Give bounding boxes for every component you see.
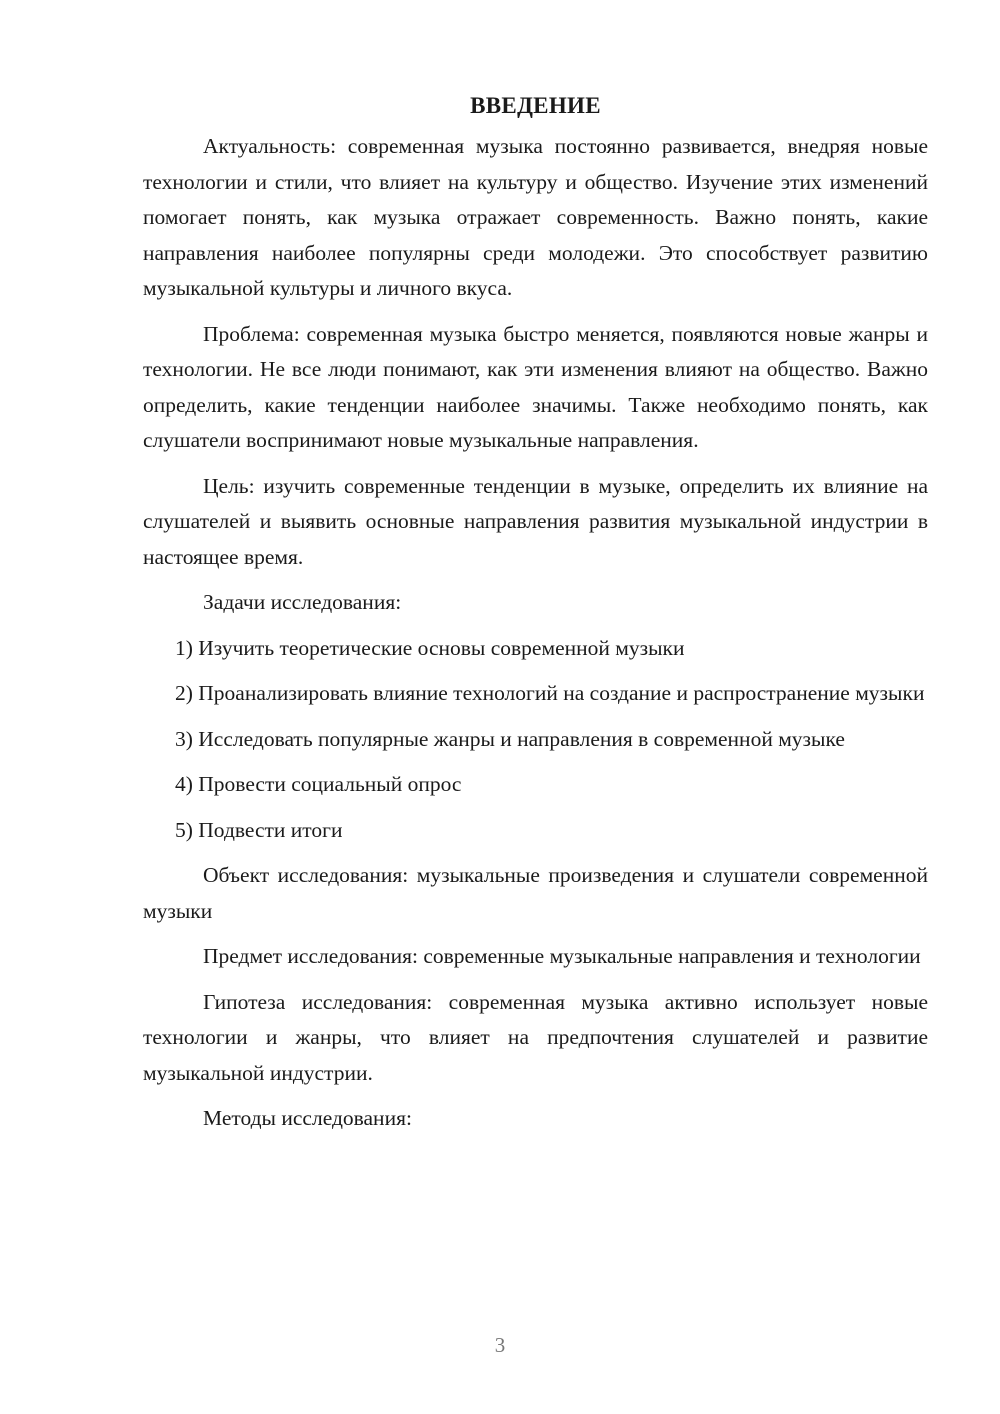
task-item: 4) Провести социальный опрос: [175, 772, 462, 796]
document-page: [143, 88, 928, 1147]
page-number: 3: [494, 1333, 506, 1357]
methods-heading: Методы исследования:: [203, 1106, 412, 1130]
hypothesis-paragraph: Гипотеза исследования: современная музыка активно использует новые технологии и жанры, что влияет на предпочтения слушателей и развитие музыкальной индустрии.: [143, 989, 928, 1085]
task-item: 5) Подвести итоги: [175, 817, 343, 842]
subject-paragraph: Предмет исследования: современные музыкальные направления и технологии: [203, 944, 921, 968]
task-item: 3) Исследовать популярные жанры и направления в современной музыке: [175, 726, 845, 751]
task-item: 2) Проанализировать влияние технологий на создание и распространение музыки: [175, 681, 925, 705]
problem-paragraph: Проблема: современная музыка быстро меняется, появляются новые жанры и технологии. Не все люди понимают, как эти изменения влияют на общество. Важно определить, какие тенденции наиболее значимы. Также необходимо понять, как слушатели воспринимают новые музыкальные направления.: [143, 321, 928, 452]
task-item: 1) Изучить теоретические основы современной музыки: [175, 635, 685, 660]
section-title: ВВЕДЕНИЕ: [470, 93, 601, 118]
relevance-paragraph: Актуальность: современная музыка постоянно развивается, внедряя новые технологии и стили, что влияет на культуру и общество. Изучение этих изменений помогает понять, как музыка отражает современность. Важно понять, какие направления наиболее популярны среди молодежи. Это способствует развитию музыкальной культуры и личного вкуса.: [143, 134, 928, 300]
goal-paragraph: Цель: изучить современные тенденции в музыке, определить их влияние на слушателей и выявить основные направления развития музыкальной индустрии в настоящее время.: [143, 473, 928, 569]
object-paragraph: Объект исследования: музыкальные произведения и слушатели современной музыки: [143, 863, 928, 923]
tasks-heading: Задачи исследования:: [203, 590, 402, 614]
